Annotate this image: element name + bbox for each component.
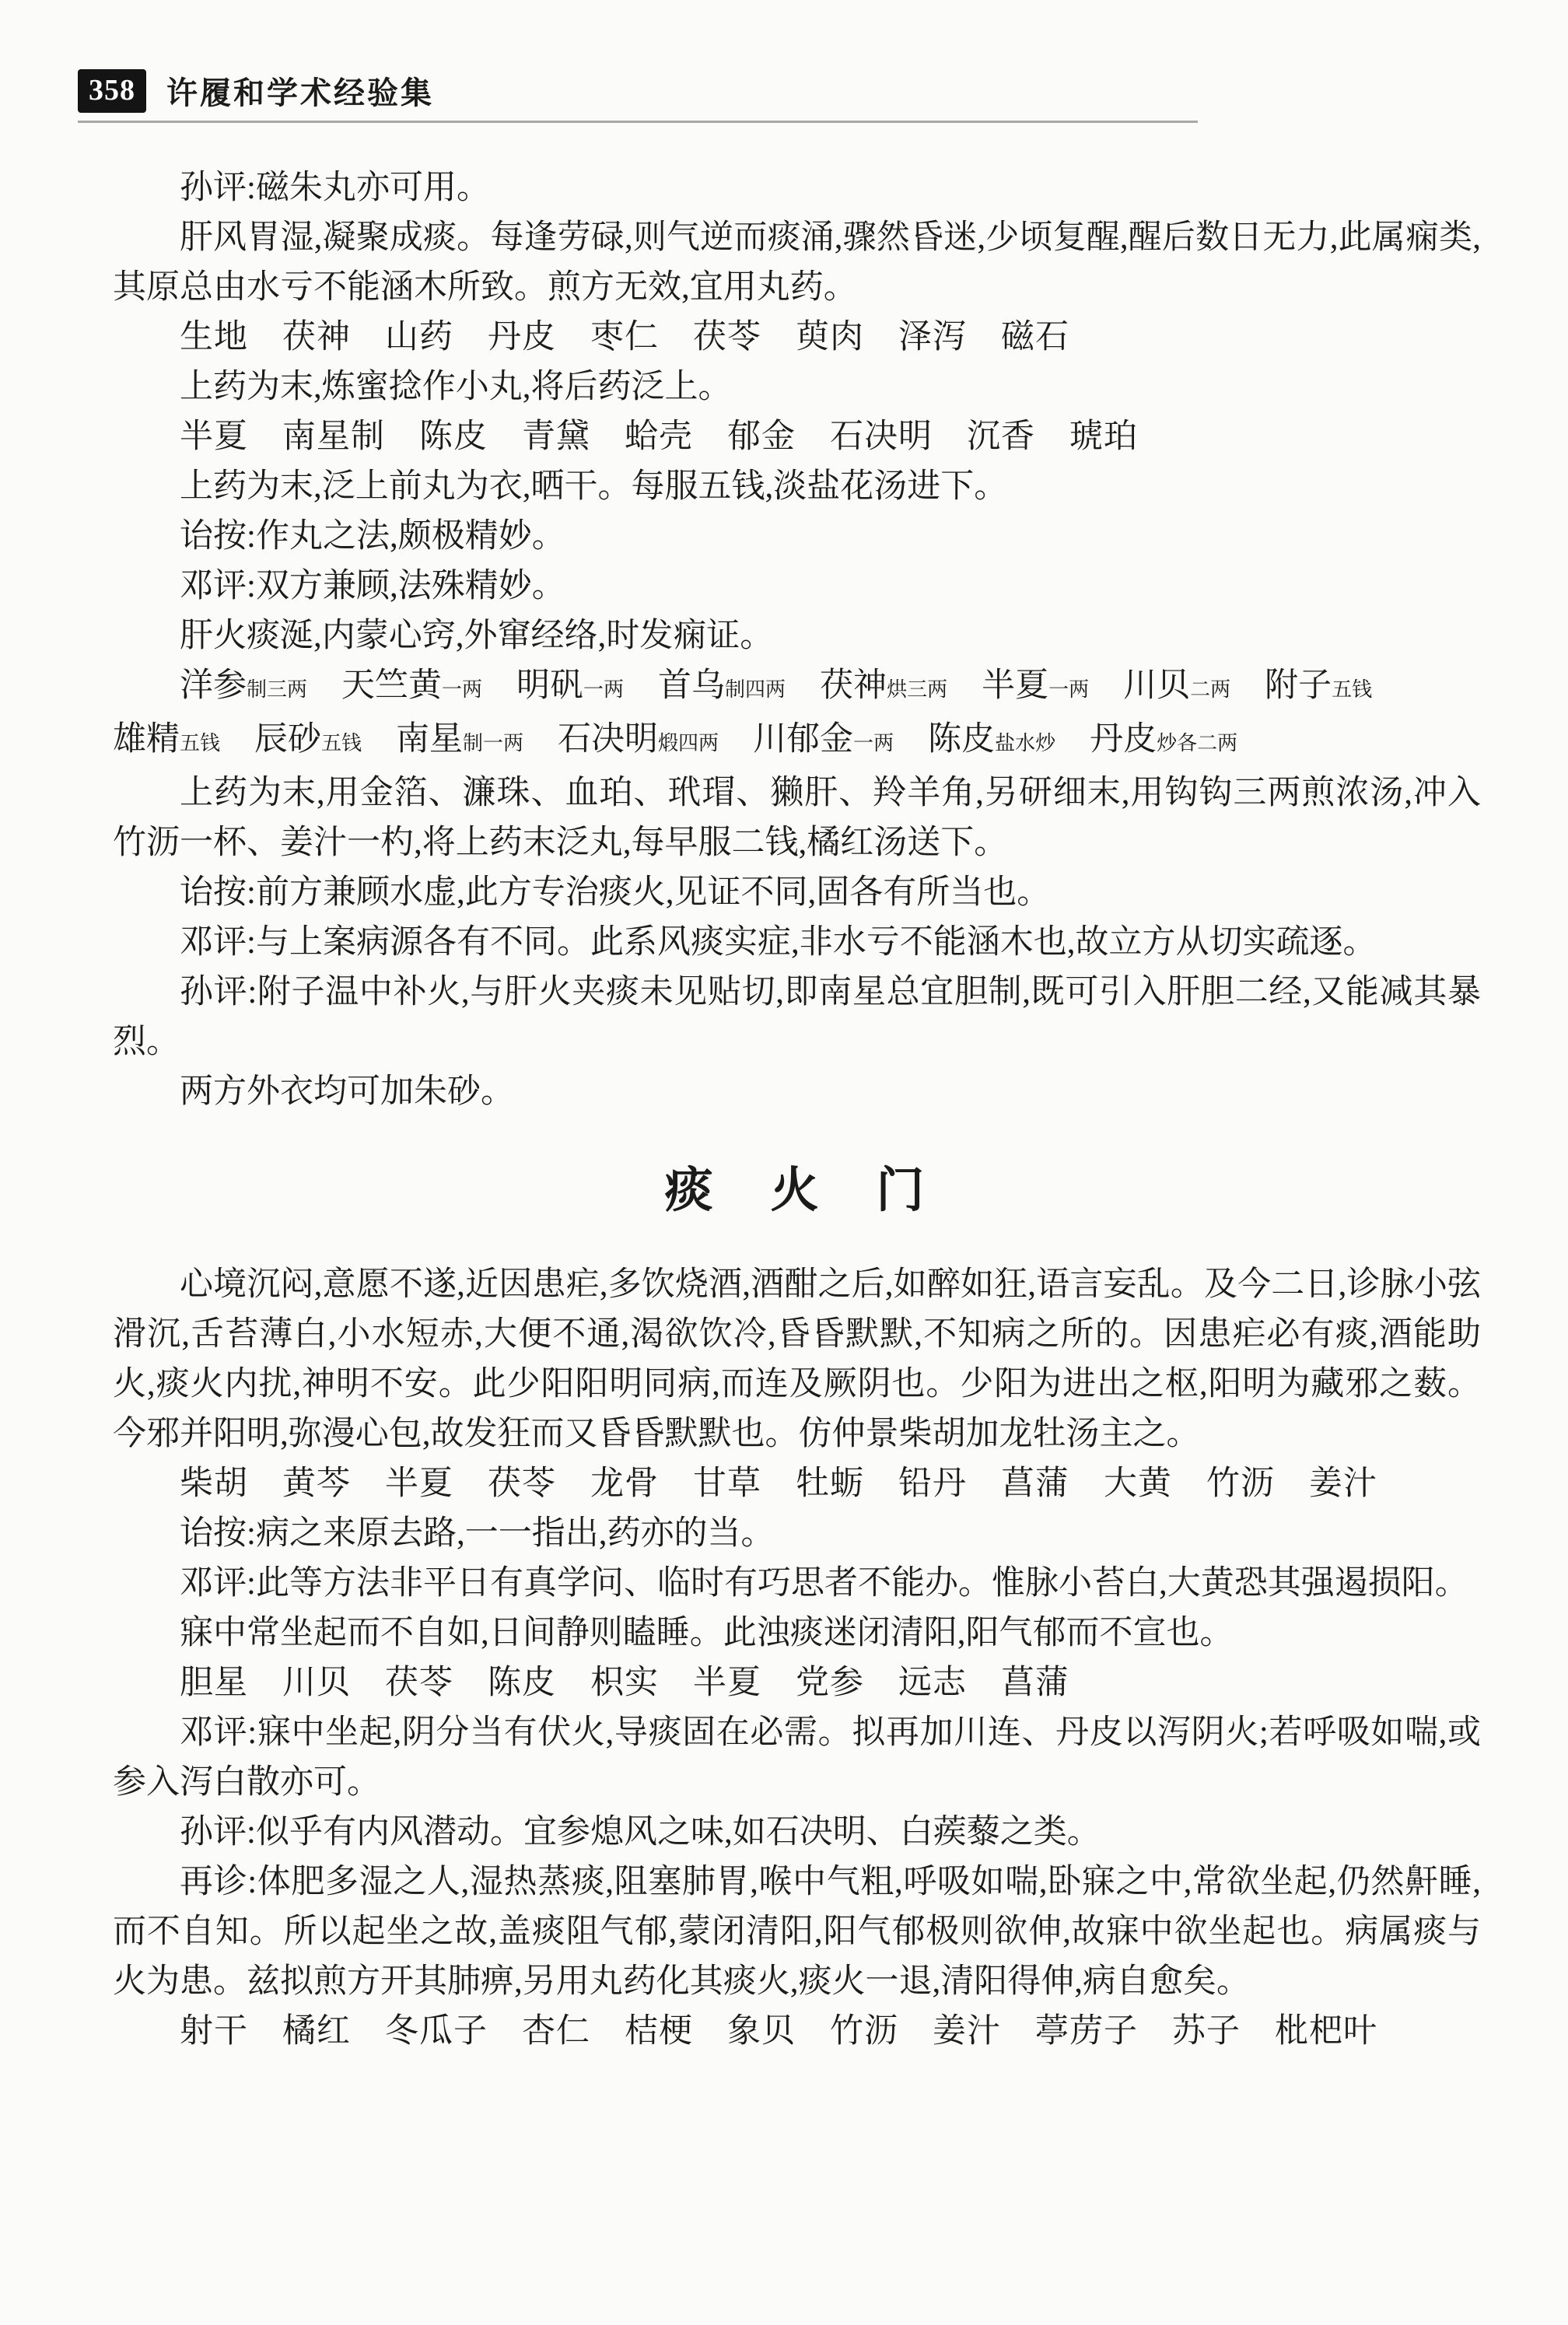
drug-entry [254, 721, 362, 758]
drug-dosage: 煅四两 [658, 732, 719, 755]
case-paragraph: 寐中常坐起而不自如,日间静则瞌睡。此浊痰迷闭清阳,阳气郁而不宣也。 [180, 1615, 1234, 1652]
drug-entry [558, 721, 719, 758]
comment-paragraph: 邓评:与上案病源各有不同。此系风痰实症,非水亏不能涵木也,故立方从切实疏逐。 [180, 924, 1377, 961]
case-paragraph: 肝火痰涎,内蒙心窍,外窜经络,时发痫证。 [180, 618, 774, 654]
page-number-badge: 358 [78, 69, 146, 113]
header-divider [78, 121, 1198, 123]
drug-name: 首乌 [658, 667, 726, 704]
drug-dosage: 一两 [442, 678, 483, 701]
drug-name: 陈皮 [928, 721, 996, 758]
comment-paragraph: 诒按:病之来原去路,一一指出,药亦的当。 [180, 1515, 775, 1553]
instruction-paragraph: 上药为末,炼蜜捻作小丸,将后药泛上。 [180, 369, 732, 405]
page-content [113, 163, 1481, 2057]
drug-dosage: 一两 [853, 732, 894, 755]
instruction-paragraph: 上药为末,用金箔、濂珠、血珀、玳瑁、獭肝、羚羊角,另研细末,用钩钩三两煎浓汤,冲入竹沥一杯、姜汁一杓,将上药末泛丸,每早服二钱,橘红汤送下。 [113, 775, 1481, 861]
drug-dosage: 炒各二两 [1157, 732, 1238, 755]
case-paragraph: 再诊:体肥多湿之人,湿热蒸痰,阻塞肺胃,喉中气粗,呼吸如喘,卧寐之中,常欲坐起,仍然鼾睡,而不自知。所以起坐之故,盖痰阻气郁,蒙闭清阳,阳气郁极则欲伸,故寐中欲坐起也。病属痰与火为患。兹拟煎方开其肺痹,另用丸药化其痰火,痰火一退,清阳得伸,病自愈矣。 [113, 1864, 1481, 2001]
drug-entry [1123, 667, 1230, 704]
drug-dosage: 一两 [1048, 678, 1090, 701]
drug-list: 柴胡 黄芩 半夏 茯苓 龙骨 甘草 牡蛎 铅丹 菖蒲 大黄 竹沥 姜汁 [180, 1465, 1377, 1503]
drug-name: 南星 [396, 721, 464, 758]
drug-entry [113, 721, 220, 758]
instruction-paragraph: 上药为末,泛上前丸为衣,晒干。每服五钱,淡盐花汤进下。 [180, 468, 1008, 505]
drug-dosage: 烘三两 [887, 678, 948, 701]
comment-paragraph: 孙评:似乎有内风潜动。宜参熄风之味,如石决明、白蒺藜之类。 [180, 1814, 1101, 1851]
drug-entry [982, 667, 1089, 704]
case-paragraph: 肝风胃湿,凝聚成痰。每逢劳碌,则气逆而痰涌,骤然昏迷,少顷复醒,醒后数日无力,此属痫类,其原总由水亏不能涵木所致。煎方无效,宜用丸药。 [113, 219, 1481, 306]
drug-entry [753, 721, 894, 758]
drug-entry [396, 721, 523, 758]
drug-list: 胆星 川贝 茯苓 陈皮 枳实 半夏 党参 远志 菖蒲 [180, 1665, 1069, 1702]
drug-name: 天竺黄 [341, 667, 443, 704]
drug-dosage: 盐水炒 [995, 732, 1056, 755]
case-paragraph: 心境沉闷,意愿不遂,近因患疟,多饮烧酒,酒酣之后,如醉如狂,语言妄乱。及今二日,诊脉小弦滑沉,舌苔薄白,小水短赤,大便不通,渴欲饮冷,昏昏默默,不知病之所的。因患疟必有痰,酒能助火,痰火内扰,神明不安。此少阳阳明同病,而连及厥阴也。少阳为进出之枢,阳明为藏邪之薮。今邪并阳明,弥漫心包,故发狂而又昏昏默默也。仿仲景柴胡加龙牡汤主之。 [113, 1266, 1481, 1453]
drug-entry [180, 667, 307, 704]
drug-dosage: 制四两 [725, 678, 786, 701]
drug-dosage: 二两 [1190, 678, 1231, 701]
drug-dosage: 五钱 [1332, 678, 1373, 701]
comment-paragraph: 孙评:附子温中补火,与肝火夹痰未见贴切,即南星总宜胆制,既可引入肝胆二经,又能减其暴烈。 [113, 974, 1481, 1060]
drug-entry [658, 667, 786, 704]
drug-name: 川郁金 [753, 721, 854, 758]
drug-entry [928, 721, 1055, 758]
drug-entry [341, 667, 482, 704]
drug-name: 石决明 [558, 721, 659, 758]
comment-paragraph: 邓评:双方兼顾,法殊精妙。 [180, 568, 565, 604]
drug-dosage: 五钱 [180, 732, 221, 755]
drug-dosage: 五钱 [321, 732, 362, 755]
drug-entry [820, 667, 947, 704]
drug-dosage: 制三两 [247, 678, 308, 701]
comment-paragraph: 邓评:寐中坐起,阴分当有伏火,导痰固在必需。拟再加川连、丹皮以泻阴火;若呼吸如喘,或参入泻白散亦可。 [113, 1714, 1481, 1802]
comment-paragraph: 孙评:磁朱丸亦可用。 [180, 170, 490, 206]
comment-paragraph: 邓评:此等方法非平日有真学问、临时有巧思者不能办。惟脉小苔白,大黄恐其强遏损阳。 [180, 1565, 1468, 1602]
drug-dosage: 制一两 [463, 732, 524, 755]
recipe-drug-list [113, 661, 1481, 769]
drug-list: 半夏 南星制 陈皮 青黛 蛤壳 郁金 石决明 沉香 琥珀 [180, 418, 1138, 455]
drug-name: 丹皮 [1090, 721, 1157, 758]
drug-entry [1090, 721, 1237, 758]
drug-dosage: 一两 [583, 678, 625, 701]
drug-name: 附子 [1265, 667, 1332, 704]
comment-paragraph: 诒按:前方兼顾水虚,此方专治痰火,见证不同,固各有所当也。 [180, 874, 1051, 911]
drug-entry [516, 667, 624, 704]
drug-name: 明矾 [516, 667, 584, 704]
case-paragraph: 两方外衣均可加朱砂。 [180, 1073, 514, 1110]
page-header [78, 68, 1568, 113]
drug-entry [1265, 667, 1372, 704]
drug-list: 生地 茯神 山药 丹皮 枣仁 茯苓 萸肉 泽泻 磁石 [180, 319, 1069, 355]
drug-name: 雄精 [113, 721, 180, 758]
section-title: 痰 火 门 [664, 1164, 929, 1217]
comment-paragraph: 诒按:作丸之法,颇极精妙。 [180, 518, 565, 555]
drug-list: 射干 橘红 冬瓜子 杏仁 桔梗 象贝 竹沥 姜汁 葶苈子 苏子 枇杷叶 [180, 2013, 1377, 2050]
drug-name: 辰砂 [254, 721, 322, 758]
drug-name: 洋参 [180, 667, 247, 704]
drug-name: 半夏 [982, 667, 1049, 704]
drug-name: 茯神 [820, 667, 887, 704]
drug-name: 川贝 [1123, 667, 1191, 704]
book-title: 许履和学术经验集 [166, 75, 434, 110]
